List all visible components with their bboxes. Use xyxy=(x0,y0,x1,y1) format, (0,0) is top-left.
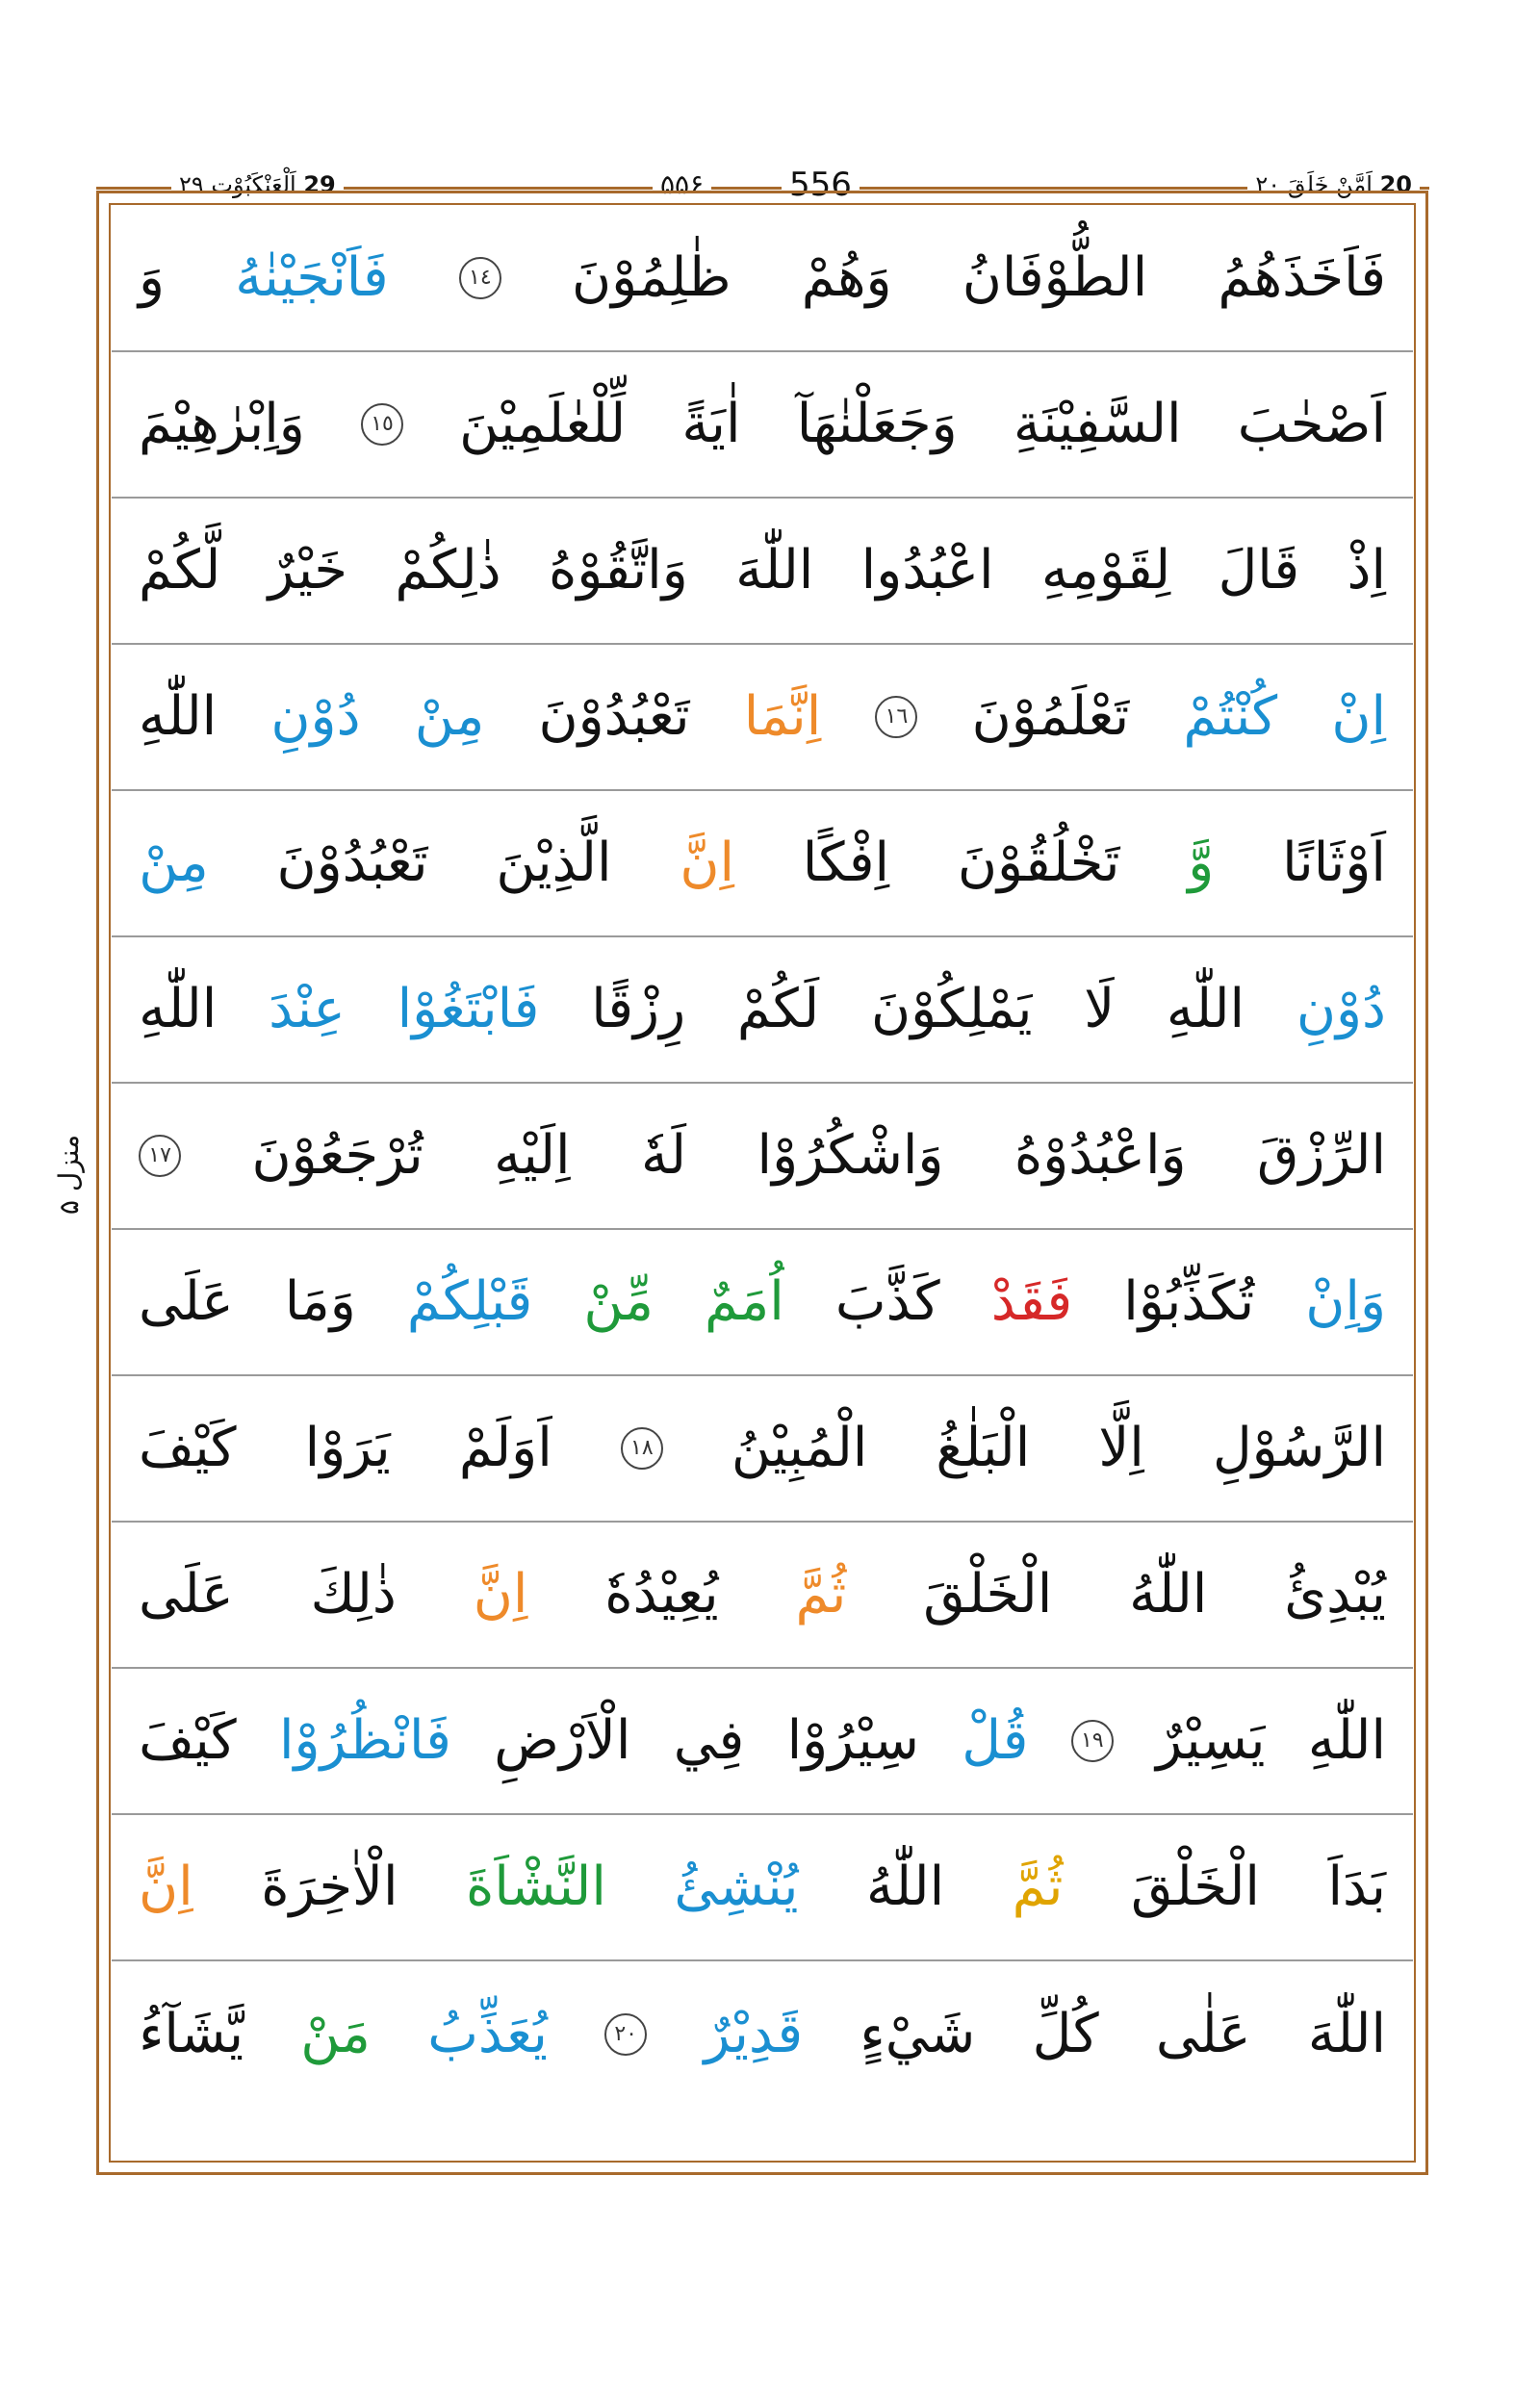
verse-word: قَبْلِكُمْ xyxy=(406,1270,533,1334)
verse-word: تُرْجَعُوْنَ xyxy=(251,1124,424,1188)
verse-word: اَوْثَانًا xyxy=(1282,832,1386,895)
verse-word: يَسِيْرٌ xyxy=(1156,1709,1266,1773)
verse-word: اٰيَةً xyxy=(681,393,741,456)
manzil-text: منزل ۵ xyxy=(53,1134,86,1215)
verse-word: اللّٰهِ xyxy=(1166,978,1245,1041)
verse-word: دُوْنِ xyxy=(1296,978,1386,1041)
verse-line xyxy=(112,1230,1413,1376)
verse-word: بَدَاَ xyxy=(1327,1856,1386,1919)
verse-word: عَلَى xyxy=(139,1270,234,1334)
verse-word: اللّٰهِ xyxy=(139,978,218,1041)
verse-word: قَالَ xyxy=(1218,539,1300,602)
verse-word: وَهُمْ xyxy=(801,246,892,310)
verse-word: كُلِّ xyxy=(1032,2003,1099,2066)
verse-word: لَا xyxy=(1084,978,1116,1041)
manzil-marker xyxy=(50,1097,89,1251)
ayah-number-marker: ١٥ xyxy=(361,403,403,446)
verse-line xyxy=(112,352,1413,499)
verse-word: ثُمَّ xyxy=(1012,1856,1064,1919)
verse-word: مِنْ xyxy=(414,685,485,749)
verse-word: اِلَيْهِ xyxy=(494,1124,571,1188)
verse-word: اللّٰهُ xyxy=(1129,1563,1208,1626)
verse-word: تَخْلُقُوْنَ xyxy=(957,832,1120,895)
verse-word: لِّلْعٰلَمِيْنَ xyxy=(459,393,627,456)
verse-word: فَاَخَذَهُمُ xyxy=(1218,246,1386,310)
verse-line xyxy=(112,499,1413,645)
page-number: 556 xyxy=(782,166,860,204)
verse-word: يَرَوْا xyxy=(304,1417,391,1480)
verse-word: الرِّزْقَ xyxy=(1256,1124,1386,1188)
verse-word: وَمَا xyxy=(284,1270,356,1334)
verse-word: اعْبُدُوا xyxy=(860,539,994,602)
verse-word: النَّشْاَةَ xyxy=(466,1856,606,1919)
verse-word: اَوَلَمْ xyxy=(458,1417,552,1480)
verse-word: الْبَلٰغُ xyxy=(936,1417,1031,1480)
verse-word: اِنَّ xyxy=(473,1563,528,1626)
verse-word: وَّ xyxy=(1188,832,1215,895)
verse-word: يُبْدِئُ xyxy=(1284,1563,1386,1626)
verse-word: عَلٰى xyxy=(1155,2003,1251,2066)
verse-word: اللّٰهِ xyxy=(1307,1709,1386,1773)
verse-word: الْمُبِيْنُ xyxy=(731,1417,868,1480)
verse-word: وَجَعَلْنٰهَآ xyxy=(796,393,958,456)
verse-word: تُكَذِّبُوْا xyxy=(1123,1270,1255,1334)
verse-word: الرَّسُوْلِ xyxy=(1212,1417,1386,1480)
para-name: اَمَّنْ خَلَقَ ۲۰ xyxy=(1255,171,1373,198)
verse-word: الطُّوْفَانُ xyxy=(962,246,1148,310)
verse-word: عِنْدَ xyxy=(269,978,346,1041)
verse-word: اَصْحٰبَ xyxy=(1237,393,1386,456)
verse-word: ذٰلِكَ xyxy=(310,1563,397,1626)
verse-word: كَذَّبَ xyxy=(834,1270,940,1334)
verse-word: قَدِيْرٌ xyxy=(704,2003,804,2066)
verse-word: شَيْءٍ xyxy=(860,2003,976,2066)
verse-word: اِنَّمَا xyxy=(743,685,822,749)
ayah-number-marker: ٢٠ xyxy=(604,2013,647,2056)
verse-word: الَّذِيْنَ xyxy=(496,832,612,895)
verse-line xyxy=(112,1961,1413,2108)
ayah-number-marker: ١٦ xyxy=(875,696,917,738)
verse-word: اللّٰهِ xyxy=(139,685,218,749)
verse-word: اللّٰهُ xyxy=(865,1856,945,1919)
verse-word: اِنَّ xyxy=(139,1856,193,1919)
verse-word: اِنَّ xyxy=(680,832,734,895)
verse-word: فَابْتَغُوْا xyxy=(397,978,540,1041)
verse-word: اِذْ xyxy=(1347,539,1386,602)
verse-line xyxy=(112,1669,1413,1815)
verse-lines xyxy=(112,206,1413,2108)
verse-word: تَعْبُدُوْنَ xyxy=(276,832,428,895)
verse-word: كَيْفَ xyxy=(139,1709,237,1773)
verse-word: يُعِيْدُهٗ xyxy=(604,1563,719,1626)
para-number: 20 xyxy=(1379,171,1412,198)
verse-word: اِفْكًا xyxy=(802,832,890,895)
verse-word: مَنْ xyxy=(300,2003,371,2066)
verse-word: تَعْلَمُوْنَ xyxy=(971,685,1130,749)
verse-line xyxy=(112,937,1413,1084)
verse-word: الْاَرْضِ xyxy=(494,1709,631,1773)
verse-line xyxy=(112,1815,1413,1961)
verse-word: مِنْ xyxy=(139,832,209,895)
verse-line xyxy=(112,1523,1413,1669)
verse-word: وَاِبْرٰهِيْمَ xyxy=(139,393,305,456)
verse-line xyxy=(112,1084,1413,1230)
surah-name: اَلْعَنْكَبُوْت ۲۹ xyxy=(179,171,296,198)
verse-word: سِيْرُوْا xyxy=(786,1709,919,1773)
verse-word: كَيْفَ xyxy=(139,1417,237,1480)
ayah-number-marker: ١٧ xyxy=(139,1135,181,1177)
verse-word: فَقَدْ xyxy=(990,1270,1073,1334)
ayah-number-marker: ١٤ xyxy=(459,257,501,299)
verse-word: السَّفِيْنَةِ xyxy=(1013,393,1182,456)
verse-word: فَانْظُرُوْا xyxy=(278,1709,451,1773)
verse-word: فِي xyxy=(673,1709,745,1773)
ayah-number-marker: ١٨ xyxy=(621,1427,663,1470)
verse-word: اللّٰهَ xyxy=(1307,2003,1386,2066)
verse-word: الْخَلْقَ xyxy=(923,1563,1053,1626)
verse-word: يُنْشِئُ xyxy=(674,1856,799,1919)
verse-word: فَاَنْجَيْنٰهُ xyxy=(235,246,389,310)
verse-line xyxy=(112,206,1413,352)
verse-word: خَيْرٌ xyxy=(268,539,348,602)
verse-word: اِنْ xyxy=(1331,685,1386,749)
verse-word: وَاعْبُدُوْهُ xyxy=(1014,1124,1187,1188)
verse-word: اللّٰهَ xyxy=(735,539,814,602)
verse-word: وَاشْكُرُوْا xyxy=(757,1124,944,1188)
surah-number: 29 xyxy=(303,171,336,198)
verse-word: كُنْتُمْ xyxy=(1183,685,1278,749)
verse-word: ثُمَّ xyxy=(795,1563,847,1626)
verse-word: يُعَذِّبُ xyxy=(427,2003,548,2066)
verse-word: ظٰلِمُوْنَ xyxy=(571,246,732,310)
verse-line xyxy=(112,1376,1413,1523)
verse-word: ذٰلِكُمْ xyxy=(395,539,501,602)
verse-word: لَهٗ xyxy=(641,1124,687,1188)
page-number-urdu: ۵۵۶ xyxy=(653,166,711,204)
verse-word: دُوْنِ xyxy=(270,685,361,749)
verse-line xyxy=(112,791,1413,937)
verse-word: رِزْقًا xyxy=(591,978,686,1041)
verse-word: وَاتَّقُوْهُ xyxy=(548,539,688,602)
verse-word: لِقَوْمِهِ xyxy=(1040,539,1171,602)
verse-word: لَكُمْ xyxy=(736,978,820,1041)
verse-word: لَّكُمْ xyxy=(139,539,221,602)
verse-word: الْخَلْقَ xyxy=(1130,1856,1260,1919)
verse-line xyxy=(112,645,1413,791)
verse-word: الْاٰخِرَةَ xyxy=(261,1856,398,1919)
verse-word: اُمَمٌ xyxy=(704,1270,784,1334)
verse-word: وَ xyxy=(139,246,166,310)
verse-word: قُلْ xyxy=(962,1709,1029,1773)
verse-word: تَعْبُدُوْنَ xyxy=(538,685,690,749)
ayah-number-marker: ١٩ xyxy=(1071,1720,1114,1762)
verse-word: مِّنْ xyxy=(583,1270,654,1334)
verse-word: يَمْلِكُوْنَ xyxy=(870,978,1033,1041)
verse-word: يَّشَآءُ xyxy=(139,2003,244,2066)
verse-word: اِلَّا xyxy=(1098,1417,1144,1480)
verse-word: عَلَى xyxy=(139,1563,234,1626)
verse-word: وَاِنْ xyxy=(1305,1270,1386,1334)
